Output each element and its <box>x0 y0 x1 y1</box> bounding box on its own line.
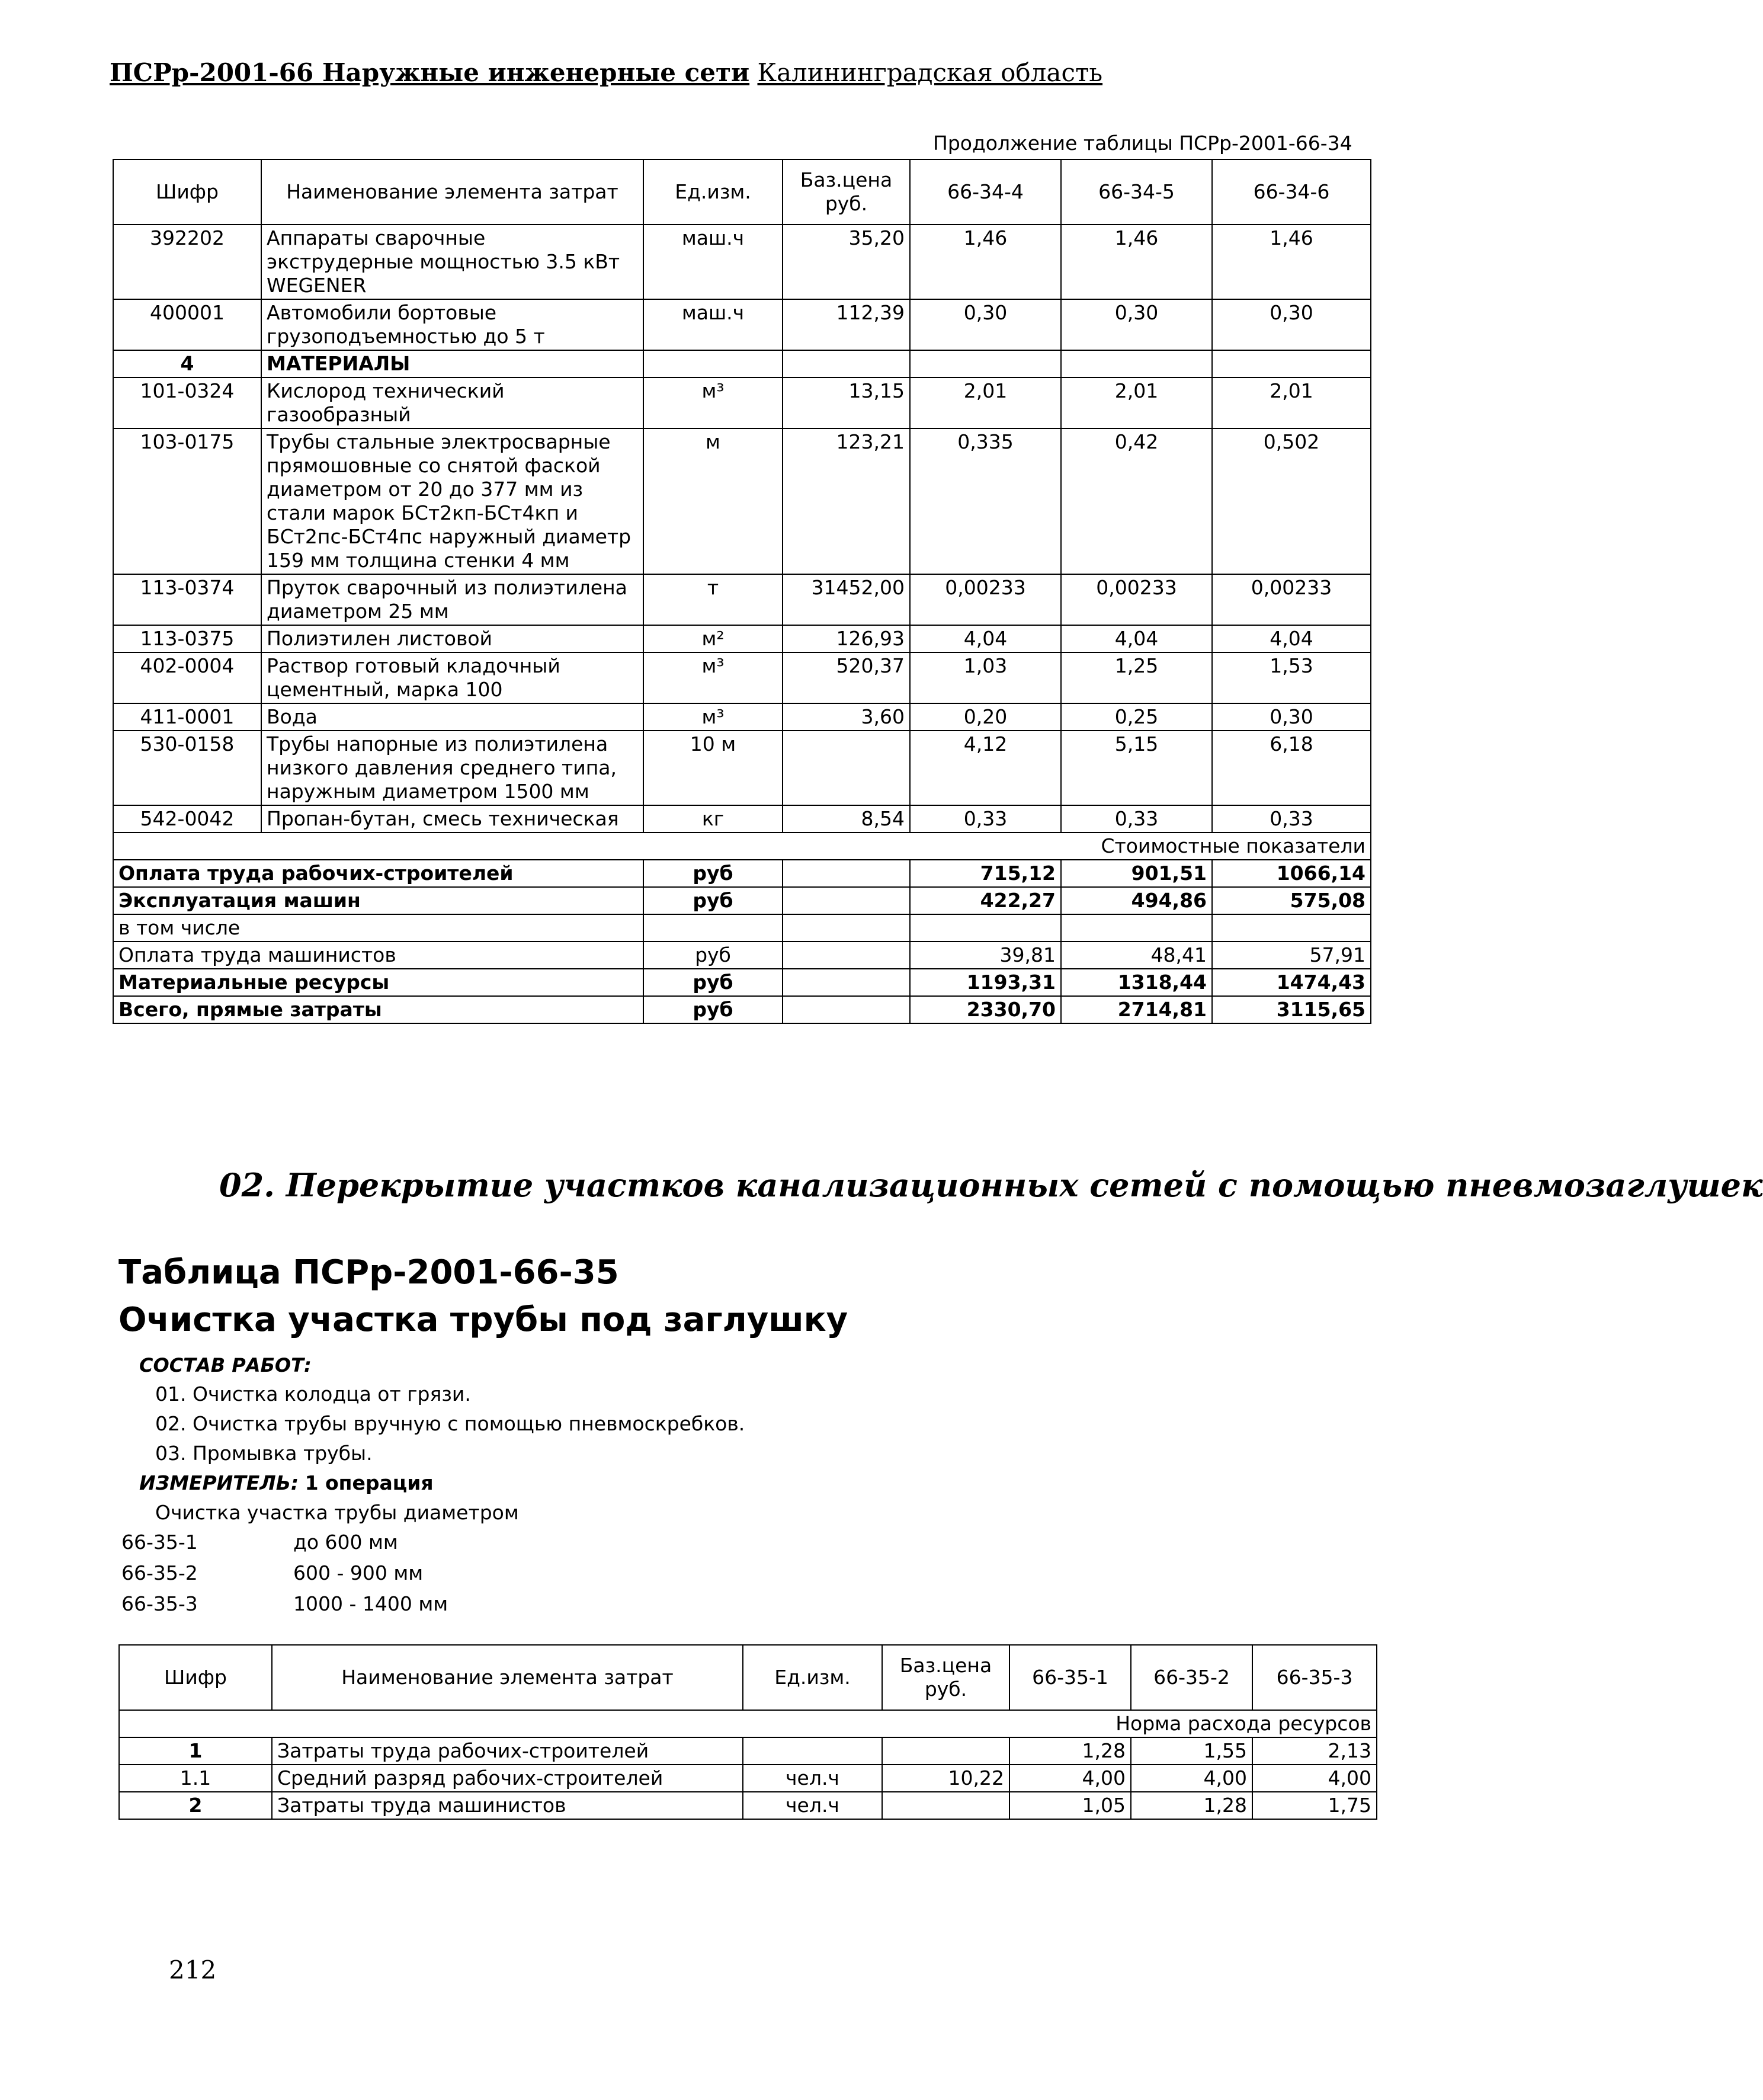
table-row <box>113 350 1371 377</box>
cost-v1: 39,81 <box>910 942 1061 969</box>
variant-desc: 1000 - 1400 мм <box>293 1592 448 1615</box>
table-header-row <box>119 1645 1377 1710</box>
cell-v3: 0,00233 <box>1212 574 1371 625</box>
table-title: Таблица ПСРр-2001-66-35 <box>118 1253 619 1292</box>
cell-v1: 0,30 <box>910 299 1061 350</box>
cost-v1 <box>910 914 1061 942</box>
table-row <box>113 377 1371 428</box>
cost-v3: 1474,43 <box>1212 969 1371 996</box>
variant-desc: 600 - 900 мм <box>293 1561 424 1584</box>
cell-unit: чел.ч <box>743 1792 882 1819</box>
cell-code: 113-0374 <box>113 574 261 625</box>
resource-table-66-35 <box>118 1644 1377 1820</box>
cost-price <box>783 942 910 969</box>
cost-v1: 715,12 <box>910 860 1061 887</box>
table-row <box>113 428 1371 574</box>
cost-price <box>783 914 910 942</box>
cell-v1: 4,00 <box>1009 1765 1131 1792</box>
cost-row <box>113 996 1371 1023</box>
cell-price: 112,39 <box>783 299 910 350</box>
cell-unit: маш.ч <box>643 225 783 299</box>
cell-v2: 1,55 <box>1131 1737 1252 1765</box>
cost-v1: 2330,70 <box>910 996 1061 1023</box>
cell-v1: 4,04 <box>910 625 1061 652</box>
cell-v2: 0,00233 <box>1061 574 1212 625</box>
cell-price: 520,37 <box>783 652 910 703</box>
cell-v1: 0,00233 <box>910 574 1061 625</box>
cell-code: 1 <box>119 1737 272 1765</box>
variant-code: 66-35-2 <box>121 1561 198 1584</box>
cost-name: Материальные ресурсы <box>113 969 643 996</box>
cost-name: Эксплуатация машин <box>113 887 643 914</box>
cell-v3: 2,01 <box>1212 377 1371 428</box>
col-header-v2: 66-35-2 <box>1131 1645 1252 1710</box>
cost-unit: руб <box>643 969 783 996</box>
work-item: 01. Очистка колодца от грязи. <box>155 1382 471 1406</box>
cost-price <box>783 969 910 996</box>
cell-unit: кг <box>643 805 783 833</box>
cell-v2: 0,33 <box>1061 805 1212 833</box>
cost-price <box>783 860 910 887</box>
cell-price: 126,93 <box>783 625 910 652</box>
cell-price: 3,60 <box>783 703 910 731</box>
cell-v2: 2,01 <box>1061 377 1212 428</box>
cell-unit: 10 м <box>643 731 783 805</box>
cost-unit: руб <box>643 860 783 887</box>
cell-v3 <box>1212 350 1371 377</box>
col-header-code: Шифр <box>113 159 261 225</box>
cell-name: Автомобили бортовые грузоподъемностью до 5 т <box>261 299 643 350</box>
table-subtitle: Очистка участка трубы под заглушку <box>118 1301 848 1339</box>
meter-label: ИЗМЕРИТЕЛЬ: <box>139 1471 299 1494</box>
table-row <box>113 299 1371 350</box>
cell-v2: 0,30 <box>1061 299 1212 350</box>
cell-code: 402-0004 <box>113 652 261 703</box>
col-header-v2: 66-34-5 <box>1061 159 1212 225</box>
cost-price <box>783 887 910 914</box>
table-row <box>113 731 1371 805</box>
table-row <box>113 703 1371 731</box>
col-header-price: Баз.цена руб. <box>882 1645 1009 1710</box>
cell-code: 113-0375 <box>113 625 261 652</box>
cost-v2: 2714,81 <box>1061 996 1212 1023</box>
cell-v1: 0,335 <box>910 428 1061 574</box>
cell-code: 1.1 <box>119 1765 272 1792</box>
cost-v1: 1193,31 <box>910 969 1061 996</box>
cost-name: Всего, прямые затраты <box>113 996 643 1023</box>
col-header-v3: 66-34-6 <box>1212 159 1371 225</box>
cost-row <box>113 887 1371 914</box>
cell-unit: чел.ч <box>743 1765 882 1792</box>
cell-unit <box>643 350 783 377</box>
cell-price: 13,15 <box>783 377 910 428</box>
cell-code: 530-0158 <box>113 731 261 805</box>
cell-v2: 0,25 <box>1061 703 1212 731</box>
cost-row <box>113 914 1371 942</box>
cell-code: 542-0042 <box>113 805 261 833</box>
variant-code: 66-35-3 <box>121 1592 198 1615</box>
cost-name: в том числе <box>113 914 643 942</box>
cell-v3: 0,30 <box>1212 299 1371 350</box>
cell-v3: 0,502 <box>1212 428 1371 574</box>
resource-table-66-34 <box>113 159 1371 1024</box>
cell-code: 4 <box>113 350 261 377</box>
cost-price <box>783 996 910 1023</box>
cell-name: Пруток сварочный из полиэтилена диаметром 25 мм <box>261 574 643 625</box>
cell-v1: 1,05 <box>1009 1792 1131 1819</box>
cell-code: 411-0001 <box>113 703 261 731</box>
cell-name: Аппараты сварочные экструдерные мощностью 3.5 кВт WEGENER <box>261 225 643 299</box>
table-row <box>113 225 1371 299</box>
col-header-code: Шифр <box>119 1645 272 1710</box>
cell-v3: 4,04 <box>1212 625 1371 652</box>
cell-v3: 6,18 <box>1212 731 1371 805</box>
cell-v3: 1,46 <box>1212 225 1371 299</box>
header-region: Калининградская область <box>757 58 1103 87</box>
cost-row <box>113 942 1371 969</box>
cell-v1: 1,46 <box>910 225 1061 299</box>
work-item: 03. Промывка трубы. <box>155 1442 373 1465</box>
cost-v2: 1318,44 <box>1061 969 1212 996</box>
section-title: 02. Перекрытие участков канализационных сетей с помощью пневмозаглушек <box>219 1166 1763 1204</box>
cost-name: Оплата труда машинистов <box>113 942 643 969</box>
cost-name: Оплата труда рабочих-строителей <box>113 860 643 887</box>
cell-v1: 4,12 <box>910 731 1061 805</box>
cell-unit: м³ <box>643 377 783 428</box>
work-composition-label: СОСТАВ РАБОТ: <box>139 1354 312 1376</box>
table-row <box>119 1737 1377 1765</box>
cost-v3 <box>1212 914 1371 942</box>
header-title: ПСРр-2001-66 Наружные инженерные сети <box>110 58 750 87</box>
cell-v3: 0,33 <box>1212 805 1371 833</box>
cell-code: 2 <box>119 1792 272 1819</box>
cost-unit: руб <box>643 942 783 969</box>
cost-v1: 422,27 <box>910 887 1061 914</box>
col-header-v1: 66-35-1 <box>1009 1645 1131 1710</box>
cell-unit: м³ <box>643 703 783 731</box>
cost-row <box>113 860 1371 887</box>
cell-name: Трубы стальные электросварные прямошовные со снятой фаской диаметром от 20 до 377 мм из стали марок БСт2кп-БСт4кп и БСт2пс-БСт4пс наружный диаметр 159 мм толщина стенки 4 мм <box>261 428 643 574</box>
cell-price <box>882 1792 1009 1819</box>
cell-price: 35,20 <box>783 225 910 299</box>
cell-code: 101-0324 <box>113 377 261 428</box>
cost-v3: 57,91 <box>1212 942 1371 969</box>
cell-price <box>783 731 910 805</box>
meter-value: 1 операция <box>304 1471 434 1494</box>
cell-price <box>783 350 910 377</box>
cell-price: 8,54 <box>783 805 910 833</box>
cost-v2: 494,86 <box>1061 887 1212 914</box>
cost-v2: 48,41 <box>1061 942 1212 969</box>
cell-v1 <box>910 350 1061 377</box>
cost-v3: 575,08 <box>1212 887 1371 914</box>
cost-header: Стоимостные показатели <box>113 833 1371 860</box>
cell-name: Кислород технический газообразный <box>261 377 643 428</box>
norm-header-row <box>119 1710 1377 1737</box>
cell-price <box>882 1737 1009 1765</box>
cell-name: МАТЕРИАЛЫ <box>261 350 643 377</box>
cell-price: 31452,00 <box>783 574 910 625</box>
variant-code: 66-35-1 <box>121 1531 198 1554</box>
col-header-name: Наименование элемента затрат <box>272 1645 743 1710</box>
work-item: 02. Очистка трубы вручную с помощью пневмоскребков. <box>155 1412 745 1435</box>
table-row <box>119 1792 1377 1819</box>
cell-unit: м³ <box>643 652 783 703</box>
cell-price: 123,21 <box>783 428 910 574</box>
cell-name: Пропан-бутан, смесь техническая <box>261 805 643 833</box>
cell-v2: 5,15 <box>1061 731 1212 805</box>
page-number: 212 <box>169 1955 217 1984</box>
cost-unit <box>643 914 783 942</box>
col-header-unit: Ед.изм. <box>643 159 783 225</box>
table-row <box>113 805 1371 833</box>
cell-price: 10,22 <box>882 1765 1009 1792</box>
table-header-row <box>113 159 1371 225</box>
cell-v1: 0,20 <box>910 703 1061 731</box>
cell-code: 392202 <box>113 225 261 299</box>
cost-row <box>113 969 1371 996</box>
cell-v2: 4,04 <box>1061 625 1212 652</box>
cell-v2: 4,00 <box>1131 1765 1252 1792</box>
cell-name: Вода <box>261 703 643 731</box>
cell-v1: 1,28 <box>1009 1737 1131 1765</box>
meter-line <box>139 1471 434 1494</box>
cell-unit: маш.ч <box>643 299 783 350</box>
cell-v2: 0,42 <box>1061 428 1212 574</box>
cell-code: 400001 <box>113 299 261 350</box>
col-header-v3: 66-35-3 <box>1252 1645 1377 1710</box>
cleaning-label: Очистка участка трубы диаметром <box>155 1501 519 1524</box>
cost-header-row <box>113 833 1371 860</box>
cell-unit: т <box>643 574 783 625</box>
table-row <box>119 1765 1377 1792</box>
cell-v3: 1,75 <box>1252 1792 1377 1819</box>
cell-unit: м² <box>643 625 783 652</box>
cell-name: Средний разряд рабочих-строителей <box>272 1765 743 1792</box>
col-header-name: Наименование элемента затрат <box>261 159 643 225</box>
cell-unit <box>743 1737 882 1765</box>
cell-name: Затраты труда машинистов <box>272 1792 743 1819</box>
cell-name: Трубы напорные из полиэтилена низкого давления среднего типа, наружным диаметром 1500 мм <box>261 731 643 805</box>
col-header-price: Баз.цена руб. <box>783 159 910 225</box>
cell-v1: 0,33 <box>910 805 1061 833</box>
cell-code: 103-0175 <box>113 428 261 574</box>
cell-v1: 2,01 <box>910 377 1061 428</box>
cost-unit: руб <box>643 887 783 914</box>
variant-desc: до 600 мм <box>293 1531 398 1554</box>
cell-v3: 4,00 <box>1252 1765 1377 1792</box>
cell-v1: 1,03 <box>910 652 1061 703</box>
cost-v2 <box>1061 914 1212 942</box>
cell-v3: 0,30 <box>1212 703 1371 731</box>
cell-v2: 1,28 <box>1131 1792 1252 1819</box>
table-continuation-note: Продолжение таблицы ПСРр-2001-66-34 <box>933 132 1352 155</box>
cell-v2: 1,46 <box>1061 225 1212 299</box>
cell-v3: 1,53 <box>1212 652 1371 703</box>
running-header <box>110 58 1102 88</box>
cost-v3: 1066,14 <box>1212 860 1371 887</box>
cell-name: Полиэтилен листовой <box>261 625 643 652</box>
table-row <box>113 625 1371 652</box>
cell-v3: 2,13 <box>1252 1737 1377 1765</box>
table-row <box>113 652 1371 703</box>
col-header-v1: 66-34-4 <box>910 159 1061 225</box>
norm-header: Норма расхода ресурсов <box>119 1710 1377 1737</box>
cell-v2 <box>1061 350 1212 377</box>
cost-v3: 3115,65 <box>1212 996 1371 1023</box>
col-header-unit: Ед.изм. <box>743 1645 882 1710</box>
table-row <box>113 574 1371 625</box>
cost-unit: руб <box>643 996 783 1023</box>
cost-v2: 901,51 <box>1061 860 1212 887</box>
cell-name: Раствор готовый кладочный цементный, марка 100 <box>261 652 643 703</box>
cell-name: Затраты труда рабочих-строителей <box>272 1737 743 1765</box>
cell-unit: м <box>643 428 783 574</box>
cell-v2: 1,25 <box>1061 652 1212 703</box>
